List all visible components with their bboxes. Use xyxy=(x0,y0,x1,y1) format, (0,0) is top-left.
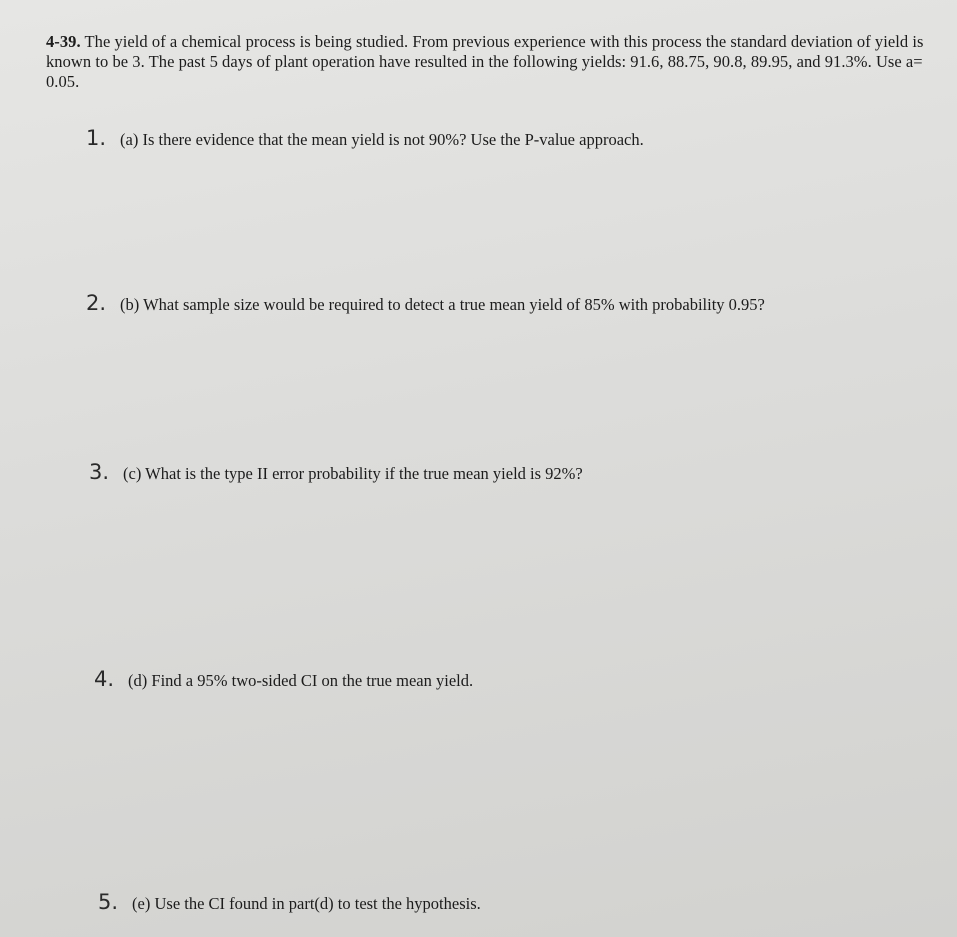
question-text: (d) Find a 95% two-sided CI on the true mean yield. xyxy=(128,671,474,690)
question-1 xyxy=(86,126,644,150)
question-number: 1. xyxy=(86,126,107,150)
question-text: (b) What sample size would be required to detect a true mean yield of 85% with probability 0.95? xyxy=(120,295,765,314)
question-number: 2. xyxy=(86,291,107,315)
question-text: (c) What is the type II error probability if the true mean yield is 92%? xyxy=(123,464,583,483)
problem-number: 4-39. xyxy=(46,32,81,51)
question-5 xyxy=(98,890,481,914)
question-text: (e) Use the CI found in part(d) to test the hypothesis. xyxy=(132,894,481,913)
question-text: (a) Is there evidence that the mean yield is not 90%? Use the P-value approach. xyxy=(120,130,644,149)
question-2 xyxy=(86,291,765,315)
question-4 xyxy=(94,667,473,691)
problem-text: The yield of a chemical process is being studied. From previous experience with this process the standard deviation of yield is known to be 3. The past 5 days of plant operation have resulted in the following yields: 91.6, 88.75, 90.8, 89.95, and 91.3%. Use a= 0.05. xyxy=(46,32,924,91)
question-number: 3. xyxy=(89,460,110,484)
question-number: 4. xyxy=(94,667,115,691)
question-number: 5. xyxy=(98,890,119,914)
question-3 xyxy=(89,460,583,484)
problem-statement xyxy=(46,32,936,92)
